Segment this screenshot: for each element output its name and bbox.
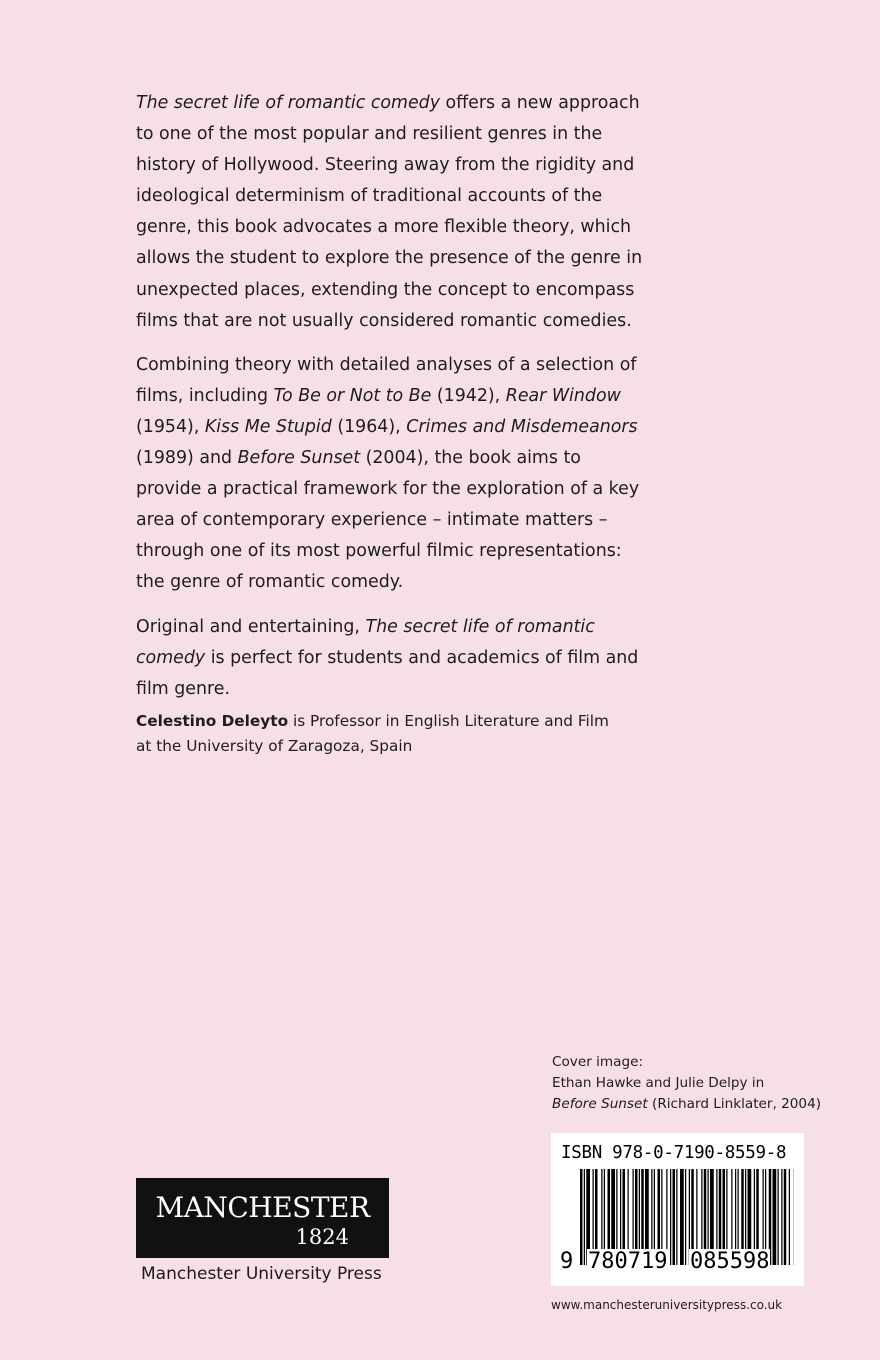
blurb-paragraph-3: Original and entertaining, The secret life of romantic comedy is perfect for students and academics of film and film genre. bbox=[136, 616, 639, 699]
book-title: The secret life of romantic comedy bbox=[136, 93, 441, 113]
author-bio: Celestino Deleyto is Professor in English Literature and Film at the University of Zaragoza, Spain bbox=[136, 712, 609, 755]
film-title: Before Sunset bbox=[552, 1096, 648, 1112]
isbn-barcode bbox=[551, 1133, 804, 1286]
book-title: The secret life of romantic comedy bbox=[136, 616, 595, 668]
film-title: To Be or Not to Be bbox=[273, 385, 432, 406]
publisher-website: www.manchesteruniversitypress.co.uk bbox=[551, 1298, 783, 1312]
blurb-paragraph-1: The secret life of romantic comedy offers a new approach to one of the most popular and resilient genres in the history of Hollywood. Steering away from the rigidity and ideological determinism of traditional accounts of the genre, this book advocates a more flexible theory, which allows the student to explore the presence of the genre in unexpected places, extending the concept to encompass films that are not usually considered romantic comedies. bbox=[136, 93, 643, 331]
isbn-label: ISBN 978-0-7190-8559-8 bbox=[561, 1143, 787, 1163]
blurb-paragraph-2: Combining theory with detailed analyses of a selection of films, including To Be or Not to Be (1942), Rear Window (1954), Kiss Me Stupid (1964), Crimes and Misdemeanors (1989) and Before Sunset (2004), the book aims to provide a practical framework for the exploration of a key area of contemporary experience – intimate matters – through one of its most powerful filmic representations: the genre of romantic comedy. bbox=[136, 354, 640, 593]
film-title: Kiss Me Stupid bbox=[204, 416, 332, 437]
publisher-name: Manchester University Press bbox=[141, 1264, 382, 1284]
manchester-logo: MANCHESTER 1824 bbox=[136, 1178, 389, 1258]
blurb-text bbox=[136, 88, 646, 718]
barcode-digits: 9 780719 085598 bbox=[560, 1249, 770, 1274]
film-title: Rear Window bbox=[505, 385, 621, 406]
cover-image-credit: Cover image: Ethan Hawke and Julie Delpy in Before Sunset (Richard Linklater, 2004) bbox=[552, 1054, 822, 1112]
film-title: Crimes and Misdemeanors bbox=[406, 416, 638, 437]
author-name: Celestino Deleyto bbox=[136, 712, 289, 730]
film-title: Before Sunset bbox=[237, 448, 361, 469]
